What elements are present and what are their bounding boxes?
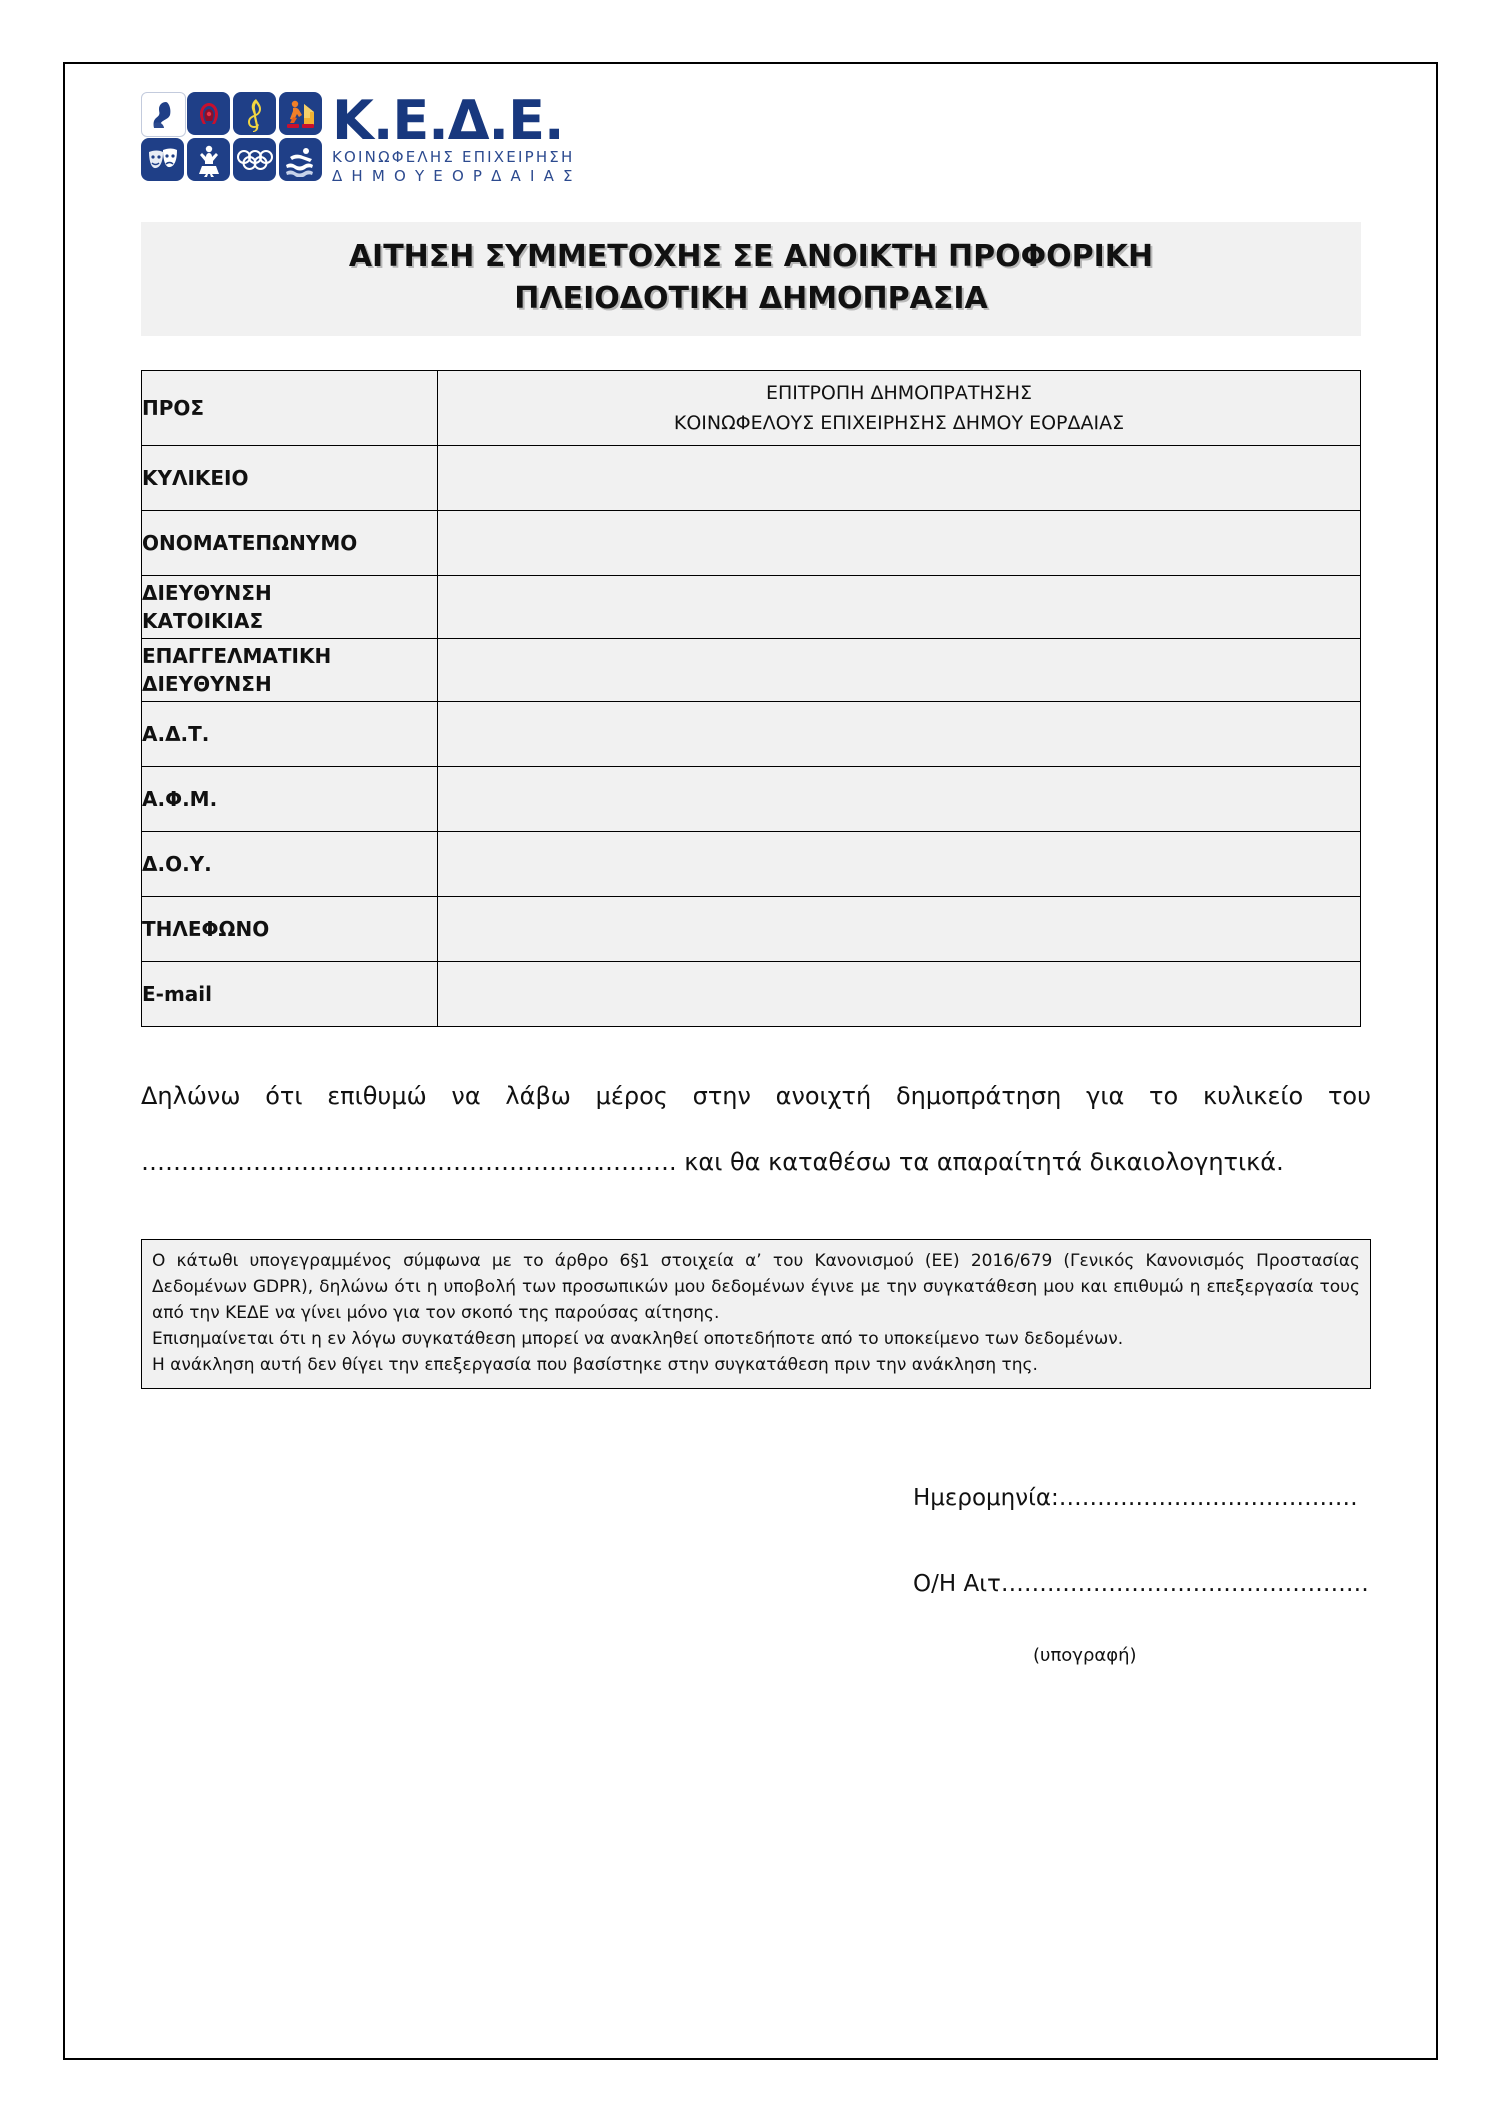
row-value-pros: [438, 371, 1361, 446]
row-label-pros: ΠΡΟΣ: [142, 371, 438, 446]
row-value-kylikeio[interactable]: [438, 446, 1361, 511]
bust-profile-icon: [141, 92, 186, 137]
row-label-adt: Α.Δ.Τ.: [142, 702, 438, 767]
row-label-onomateponymo: ΟΝΟΜΑΤΕΠΩΝΥΜΟ: [142, 511, 438, 576]
row-label-epaggelmatiki-dieythynsi: [142, 639, 438, 702]
table-row: [142, 767, 1361, 832]
signature-block: [913, 1481, 1398, 1666]
logo-main-text: Κ.Ε.Δ.Ε.: [332, 89, 564, 152]
row-label-email: E-mail: [142, 962, 438, 1027]
table-row: [142, 446, 1361, 511]
gdpr-paragraph: Ο κάτωθι υπογεγραμμένος σύμφωνα με το άρθρο 6§1 στοιχεία α’ του Κανονισμού (ΕΕ) 2016/679 (Γενικός Κανονισμός Προστασίας Δεδομένων GDPR), δηλώνω ότι η υποβολή των προσωπικών μου δεδομένων έγινε με την συγκατάθεση μου και επιθυμώ η επεξεργασία τους από την ΚΕΔΕ να γίνει μόνο για τον σκοπό της παρούσας αίτησης.: [152, 1251, 1360, 1323]
row-value-epaggelmatiki-dieythynsi[interactable]: [438, 639, 1361, 702]
table-row: [142, 702, 1361, 767]
table-row: [142, 371, 1361, 446]
sports-house-icon: [279, 92, 322, 135]
logo-text-block: [332, 89, 575, 186]
row-label-afm: Α.Φ.Μ.: [142, 767, 438, 832]
logo-subtitle-line2: Δ Η Μ Ο Υ Ε Ο Ρ Δ Α Ι Α Σ: [332, 167, 575, 185]
radio-waves-icon: [187, 92, 230, 135]
table-row: [142, 639, 1361, 702]
label-line-2: ΔΙΕΥΘΥΝΣΗ: [142, 672, 272, 696]
olympic-rings-icon: [233, 138, 276, 181]
declaration-line-1: Δηλώνω ότι επιθυμώ να λάβω μέρος στην ανοιχτή δημοπράτηση για το κυλικείο του: [141, 1082, 1371, 1110]
table-row: [142, 832, 1361, 897]
row-value-dieythynsi-katoikias[interactable]: [438, 576, 1361, 639]
row-value-adt[interactable]: [438, 702, 1361, 767]
gdpr-consent-box: [141, 1239, 1371, 1389]
row-value-tilefono[interactable]: [438, 897, 1361, 962]
signature-caption: (υπογραφή): [1033, 1645, 1137, 1666]
dancer-icon: [187, 138, 230, 181]
table-row: [142, 897, 1361, 962]
row-value-onomateponymo[interactable]: [438, 511, 1361, 576]
swimmer-icon: [279, 138, 322, 181]
row-label-tilefono: ΤΗΛΕΦΩΝΟ: [142, 897, 438, 962]
page-content: [103, 89, 1398, 1666]
row-label-dieythynsi-katoikias: [142, 576, 438, 639]
organization-logo: [141, 89, 1398, 185]
row-label-doy: Δ.Ο.Υ.: [142, 832, 438, 897]
table-row: [142, 576, 1361, 639]
pros-value-line1: ΕΠΙΤΡΟΠΗ ΔΗΜΟΠΡΑΤΗΣΗΣ: [765, 382, 1033, 404]
table-row: [142, 511, 1361, 576]
row-label-kylikeio: ΚΥΛΙΚΕΙΟ: [142, 446, 438, 511]
logo-icon-grid: [141, 92, 322, 181]
treble-clef-icon: [233, 92, 276, 135]
document-title: [141, 222, 1361, 336]
title-line-1: ΑΙΤΗΣΗ ΣΥΜΜΕΤΟΧΗΣ ΣΕ ΑΝΟΙΚΤΗ ΠΡΟΦΟΡΙΚΗ: [348, 239, 1154, 274]
logo-subtitle-line1: ΚΟΙΝΩΦΕΛΗΣ ΕΠΙΧΕΙΡΗΣΗ: [332, 148, 575, 166]
table-row: [142, 962, 1361, 1027]
applicant-field-label[interactable]: Ο/Η Αιτ…………………………………………: [913, 1571, 1369, 1597]
declaration-line-2: …………………………………………………………. και θα καταθέσω τα απαραίτητά δικαιολογητικά.: [141, 1148, 1284, 1176]
gdpr-line-3: Η ανάκληση αυτή δεν θίγει την επεξεργασία που βασίστηκε στην συγκατάθεση πριν την ανάκληση της.: [152, 1355, 1038, 1375]
document-page: [63, 62, 1438, 2060]
applicant-details-table: [141, 370, 1361, 1027]
date-field-label[interactable]: Ημερομηνία:…………………………………: [913, 1485, 1358, 1511]
title-line-2: ΠΛΕΙΟΔΟΤΙΚΗ ΔΗΜΟΠΡΑΣΙΑ: [514, 281, 988, 316]
row-value-afm[interactable]: [438, 767, 1361, 832]
pros-value-line2: ΚΟΙΝΩΦΕΛΟΥΣ ΕΠΙΧΕΙΡΗΣΗΣ ΔΗΜΟΥ ΕΟΡΔΑΙΑΣ: [673, 412, 1125, 434]
declaration-text: [141, 1065, 1371, 1193]
theater-masks-icon: [141, 138, 184, 181]
row-value-email[interactable]: [438, 962, 1361, 1027]
row-value-doy[interactable]: [438, 832, 1361, 897]
gdpr-line-2: Επισημαίνεται ότι η εν λόγω συγκατάθεση μπορεί να ανακληθεί οποτεδήποτε από το υποκείμενο των δεδομένων.: [152, 1329, 1124, 1349]
label-line-1: ΕΠΑΓΓΕΛΜΑΤΙΚΗ: [142, 644, 332, 668]
label-line-1: ΔΙΕΥΘΥΝΣΗ: [142, 581, 272, 605]
label-line-2: ΚΑΤΟΙΚΙΑΣ: [142, 609, 264, 633]
